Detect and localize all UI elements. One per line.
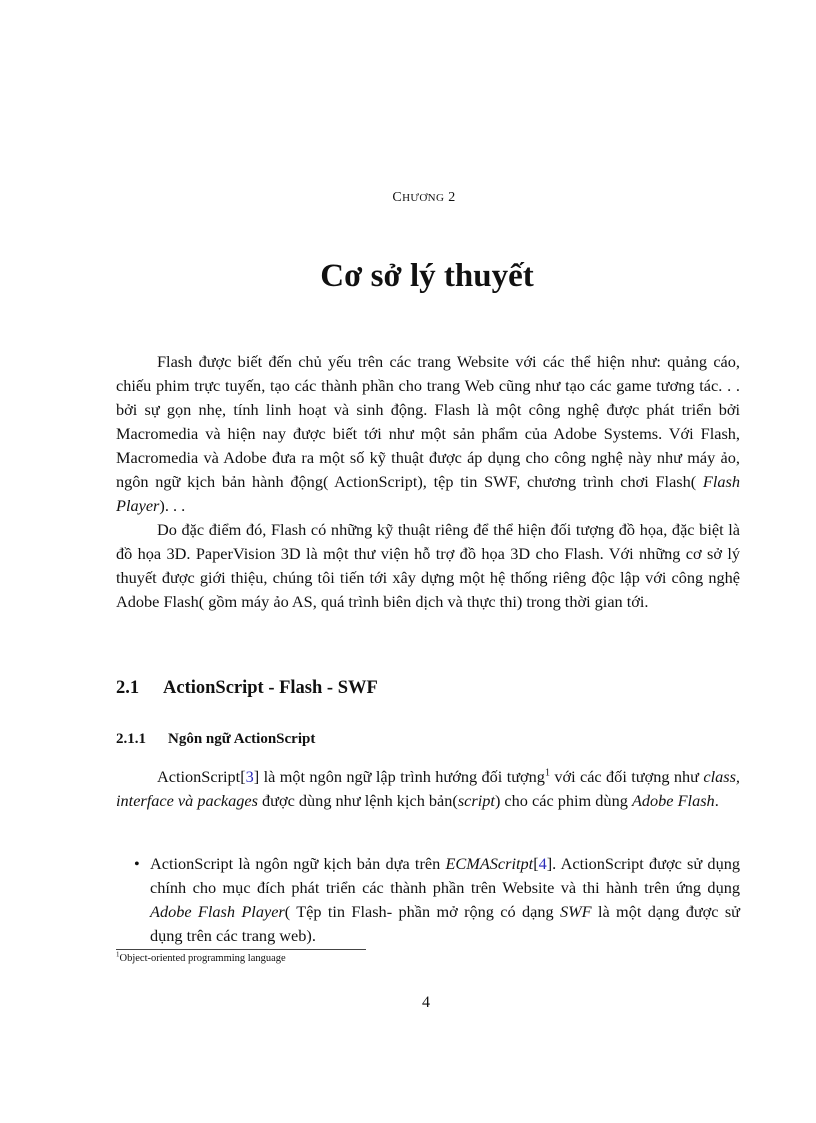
footnote-marker-1[interactable]: 1 (544, 767, 550, 779)
page-number: 4 (422, 994, 430, 1011)
bullet-icon: • (134, 854, 140, 873)
intro-paragraph-1: Flash được biết đến chủ yếu trên các trang Website với các thể hiện như: quảng cáo, chiếu phim trực tuyến, tạo các thành phần cho trang Web cũng như tạo các game tương tác. . . bởi sự gọn nhẹ, tính linh hoạt và sinh động. Flash là một công nghệ được phát triển bởi Macromedia và hiện nay được biết tới như một sản phẩm của Adobe Systems. Với Flash, Macromedia và Adobe đưa ra một số kỹ thuật được áp dụng cho công nghệ này như máy ảo, ngôn ngữ kịch bản hành động( ActionScript), tệp tin SWF, chương trình chơi Flash( Flash Player). . . (116, 352, 740, 515)
flash-player-term: Flash Player (116, 472, 740, 515)
subsection-title: Ngôn ngữ ActionScript (168, 731, 316, 747)
bullet-list-item: • ActionScript là ngôn ngữ kịch bản dựa trên ECMAScritpt[4]. ActionScript được sử dụng chính cho mục đích phát triển các thành phần trên Website và thi hành trên ứng dụng Adobe Flash Player( Tệp tin Flash- phần mở rộng có dạng SWF là một dạng được sử dụng trên các trang web). (134, 854, 741, 945)
chapter-title: Cơ sở lý thuyết (320, 258, 534, 294)
footnote-text: Object-oriented programming language (119, 953, 286, 964)
citation-link-4[interactable]: 4 (538, 854, 547, 873)
footnote-number: 1 (116, 950, 120, 959)
citation-link-3[interactable]: 3 (245, 767, 254, 786)
chapter-label-initial: C (392, 190, 403, 205)
subsection-heading-2-1-1 (116, 731, 315, 748)
chapter-label (0, 190, 816, 206)
section-number: 2.1 (116, 678, 140, 698)
footnote (116, 950, 286, 964)
subsection-number: 2.1.1 (116, 731, 146, 747)
chapter-number: 2 (448, 190, 456, 205)
actionscript-paragraph: ActionScript[3] là một ngôn ngữ lập trình hướng đối tượng$^1$ với các đối tượng như class, interface và packages được dùng như lệnh kịch bản(script) cho các phim dùng Adobe Flash. (116, 767, 740, 810)
chapter-label-smallcaps: HƯƠNG (402, 192, 445, 204)
intro-paragraph-2: Do đặc điểm đó, Flash có những kỹ thuật riêng để thể hiện đối tượng đồ họa, đặc biệt là đồ họa 3D. PaperVision 3D là một thư viện hỗ trợ đồ họa 3D cho Flash. Với những cơ sở lý thuyết được giới thiệu, chúng tôi tiến tới xây dựng một hệ thống riêng độc lập với công nghệ Adobe Flash( gồm máy ảo AS, quá trình biên dịch và thực thi) trong thời gian tới. (116, 520, 740, 611)
section-title: ActionScript - Flash - SWF (163, 678, 378, 698)
section-heading-2-1 (116, 678, 378, 699)
footnote-divider (116, 949, 366, 950)
